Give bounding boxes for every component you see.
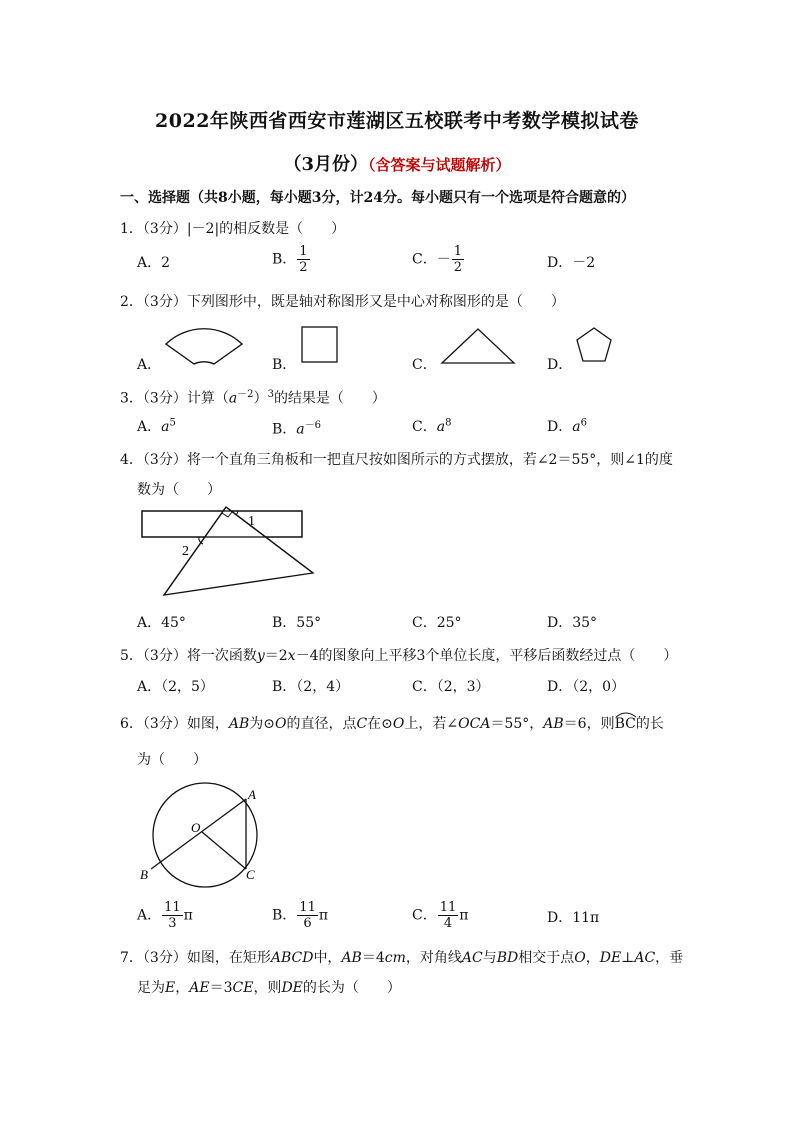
q2-option-d: D．	[547, 357, 573, 373]
q7-de2: DE	[281, 980, 303, 996]
q6-a-pi: π	[183, 907, 193, 924]
q7-l2-p4: ，则	[253, 980, 282, 996]
q3-option-c	[412, 416, 451, 436]
q1-b-label: B．	[272, 251, 297, 268]
q7-stem-line2	[137, 977, 401, 997]
q6-p5: 上，若∠	[404, 716, 459, 732]
q6-c-fraction	[438, 900, 459, 931]
q1-stem: 1．（3分）|－2|的相反数是（ ）	[120, 221, 346, 237]
q1-c-num: 1	[453, 244, 462, 259]
angle1-label: 1	[248, 514, 255, 529]
q7-ab: AB	[341, 950, 362, 966]
q4-option-b: B．55°	[272, 615, 322, 631]
q3-d-exp: 6	[580, 417, 587, 429]
q1-c-fraction	[452, 244, 464, 275]
q6-option-b	[272, 900, 328, 931]
q3-stem-pre: 3．（3分）计算（	[120, 390, 229, 407]
q1-option-d: D．－2	[547, 255, 596, 271]
exam-subtitle	[0, 150, 794, 176]
q2-option-a: A．	[137, 357, 162, 373]
q6-option-a	[137, 900, 193, 931]
q3-b-exp: －6	[304, 420, 322, 431]
q3-stem-mid: ）	[253, 390, 268, 407]
q7-l2-p5: 的长为（ ）	[302, 980, 401, 996]
triangle-shape	[440, 327, 516, 365]
q6-option-d: D．11π	[547, 910, 600, 926]
q3-d-var: a	[572, 419, 581, 435]
q5-option-d: D．（2，0）	[547, 679, 626, 695]
q3-c-var: a	[436, 419, 446, 435]
q6-o: O	[274, 716, 287, 732]
q7-o: O	[574, 950, 586, 966]
q3-a-exp: 5	[169, 417, 176, 429]
q6-c-den: 4	[443, 916, 453, 931]
q6-stem-line2: 为（ ）	[137, 752, 207, 768]
q7-cm: cm	[384, 950, 406, 966]
q7-bd: BD	[496, 950, 519, 966]
q5-stem-pre: 5．（3分）将一次函数	[120, 648, 257, 664]
q3-stem	[120, 385, 386, 408]
section-heading: 一、选择题（共8小题，每小题3分，计24分。每小题只有一个选项是符合题意的）	[120, 190, 635, 206]
q7-ae: AE	[189, 980, 210, 996]
q3-exp-inner: －2	[237, 389, 254, 400]
q5-stem-mid: ＝2	[264, 648, 288, 664]
q5-stem	[120, 645, 677, 665]
q3-b-label: B．	[272, 421, 297, 438]
q7-de: DE	[599, 950, 622, 966]
q6-a-fraction	[162, 900, 183, 931]
q3-option-d	[547, 416, 587, 436]
q1-option-a: A．2	[137, 255, 171, 271]
q1-c-label: C．－	[412, 251, 451, 268]
q6-ab: AB	[228, 716, 250, 732]
q4-option-a: A．45°	[137, 615, 186, 631]
q4-stem-line1: 4．（3分）将一个直角三角板和一把直尺按如图所示的方式摆放，若∠2＝55°，则∠1的度	[120, 452, 673, 468]
q3-c-exp: 8	[445, 417, 452, 429]
q6-oca: OCA	[458, 716, 491, 732]
q7-stem-line1	[120, 947, 683, 967]
subtitle-note: （含答案与试题解析）	[368, 156, 511, 174]
q3-a-label: A．	[137, 419, 162, 435]
q6-option-c	[412, 900, 468, 931]
q7-p5: 与	[482, 950, 497, 966]
q6-b-label: B．	[272, 907, 297, 924]
q7-ac2: AC	[634, 950, 656, 966]
square-shape	[301, 326, 339, 364]
q3-a-var: a	[161, 419, 170, 435]
q6-arc-bc	[615, 716, 636, 732]
label-c: C	[246, 867, 255, 882]
q4-stem-line2: 数为（ ）	[137, 482, 221, 498]
angle2-label: 2	[182, 544, 189, 559]
q7-e: E	[165, 980, 176, 996]
q6-a-den: 3	[168, 916, 177, 931]
q4-option-c: C．25°	[412, 615, 462, 631]
q7-p8: ⊥	[621, 950, 635, 966]
q6-p2: 为⊙	[249, 716, 275, 732]
q1-b-num: 1	[299, 244, 308, 259]
q7-l2-p1: 足为	[137, 980, 165, 996]
pentagon-shape	[574, 326, 614, 364]
q1-b-den: 2	[299, 260, 308, 275]
ruler-triangle-figure	[140, 505, 320, 600]
q7-p1: 7．（3分）如图，在矩形	[120, 950, 271, 966]
q7-p3: ＝4	[361, 950, 385, 966]
q6-o2: O	[392, 716, 405, 732]
q6-p3: 的直径，点	[286, 716, 357, 732]
q6-b-pi: π	[318, 907, 329, 924]
q6-c-label: C．	[412, 907, 437, 924]
q3-stem-post: 的结果是（ ）	[273, 390, 386, 407]
q3-option-b	[272, 416, 321, 439]
label-a: A	[248, 787, 256, 802]
q7-l2-p3: ＝3	[209, 980, 233, 996]
q1-c-den: 2	[453, 260, 462, 275]
q7-ce: CE	[232, 980, 254, 996]
q6-p7: ＝6，则	[563, 716, 615, 732]
sector-shape	[164, 326, 244, 366]
q6-b-num: 11	[299, 900, 316, 915]
arc-mark	[615, 710, 637, 718]
q5-option-c: C．（2，3）	[412, 679, 490, 695]
q3-var-a: a	[228, 390, 238, 407]
q6-b-fraction	[297, 900, 318, 931]
q2-option-c: C．	[412, 357, 437, 373]
q1-option-b	[272, 244, 311, 275]
q6-bc: BC	[614, 716, 636, 732]
q6-c-num: 11	[439, 900, 457, 915]
q7-p2: 中，	[313, 950, 342, 966]
q5-stem-post: －4的图象向上平移3个单位长度，平移后函数经过点（ ）	[295, 648, 678, 664]
q7-p9: ，垂	[655, 950, 684, 966]
q7-abcd: ABCD	[270, 950, 314, 966]
q6-b-den: 6	[303, 916, 312, 931]
q5-var-y: y	[256, 648, 265, 664]
q5-option-b: B．（2，4）	[272, 679, 350, 695]
subtitle-month: （3月份）	[283, 154, 368, 175]
q1-b-fraction	[297, 244, 309, 275]
q6-c: C	[356, 716, 368, 732]
q6-a-num: 11	[164, 900, 181, 915]
q6-p1: 6．（3分）如图，	[120, 716, 229, 732]
q3-c-label: C．	[412, 419, 437, 435]
q6-stem-line1	[120, 713, 664, 733]
q2-stem: 2．（3分）下列图形中，既是轴对称图形又是中心对称图形的是（ ）	[120, 294, 565, 310]
q3-exp-outer: 3	[267, 389, 274, 400]
q6-p6: ＝55°，	[490, 716, 544, 732]
q7-p6: 相交于点	[518, 950, 575, 966]
q3-d-label: D．	[547, 419, 573, 435]
segment-oc	[202, 832, 246, 869]
exam-title: 2022年陕西省西安市莲湖区五校联考中考数学模拟试卷	[155, 110, 639, 132]
label-o: O	[191, 820, 201, 835]
q5-var-x: x	[287, 648, 296, 664]
q6-a-label: A．	[137, 907, 162, 924]
q6-c-pi: π	[459, 907, 469, 924]
circle-figure	[136, 785, 266, 887]
q5-option-a: A．（2，5）	[137, 679, 214, 695]
q7-p7: ，	[585, 950, 600, 966]
q4-option-d: D．35°	[547, 615, 598, 631]
q3-b-var: a	[296, 421, 305, 438]
q7-ac: AC	[461, 950, 483, 966]
q1-option-c	[412, 244, 465, 275]
q6-p8: 的长	[635, 716, 664, 732]
label-b: B	[140, 867, 148, 882]
q3-option-a	[137, 416, 176, 436]
q6-ab2: AB	[543, 716, 564, 732]
q7-l2-p2: ，	[175, 980, 190, 996]
q7-p4: ，对角线	[405, 950, 462, 966]
q2-option-b: B．	[272, 357, 297, 373]
q6-p4: 在⊙	[367, 716, 393, 732]
